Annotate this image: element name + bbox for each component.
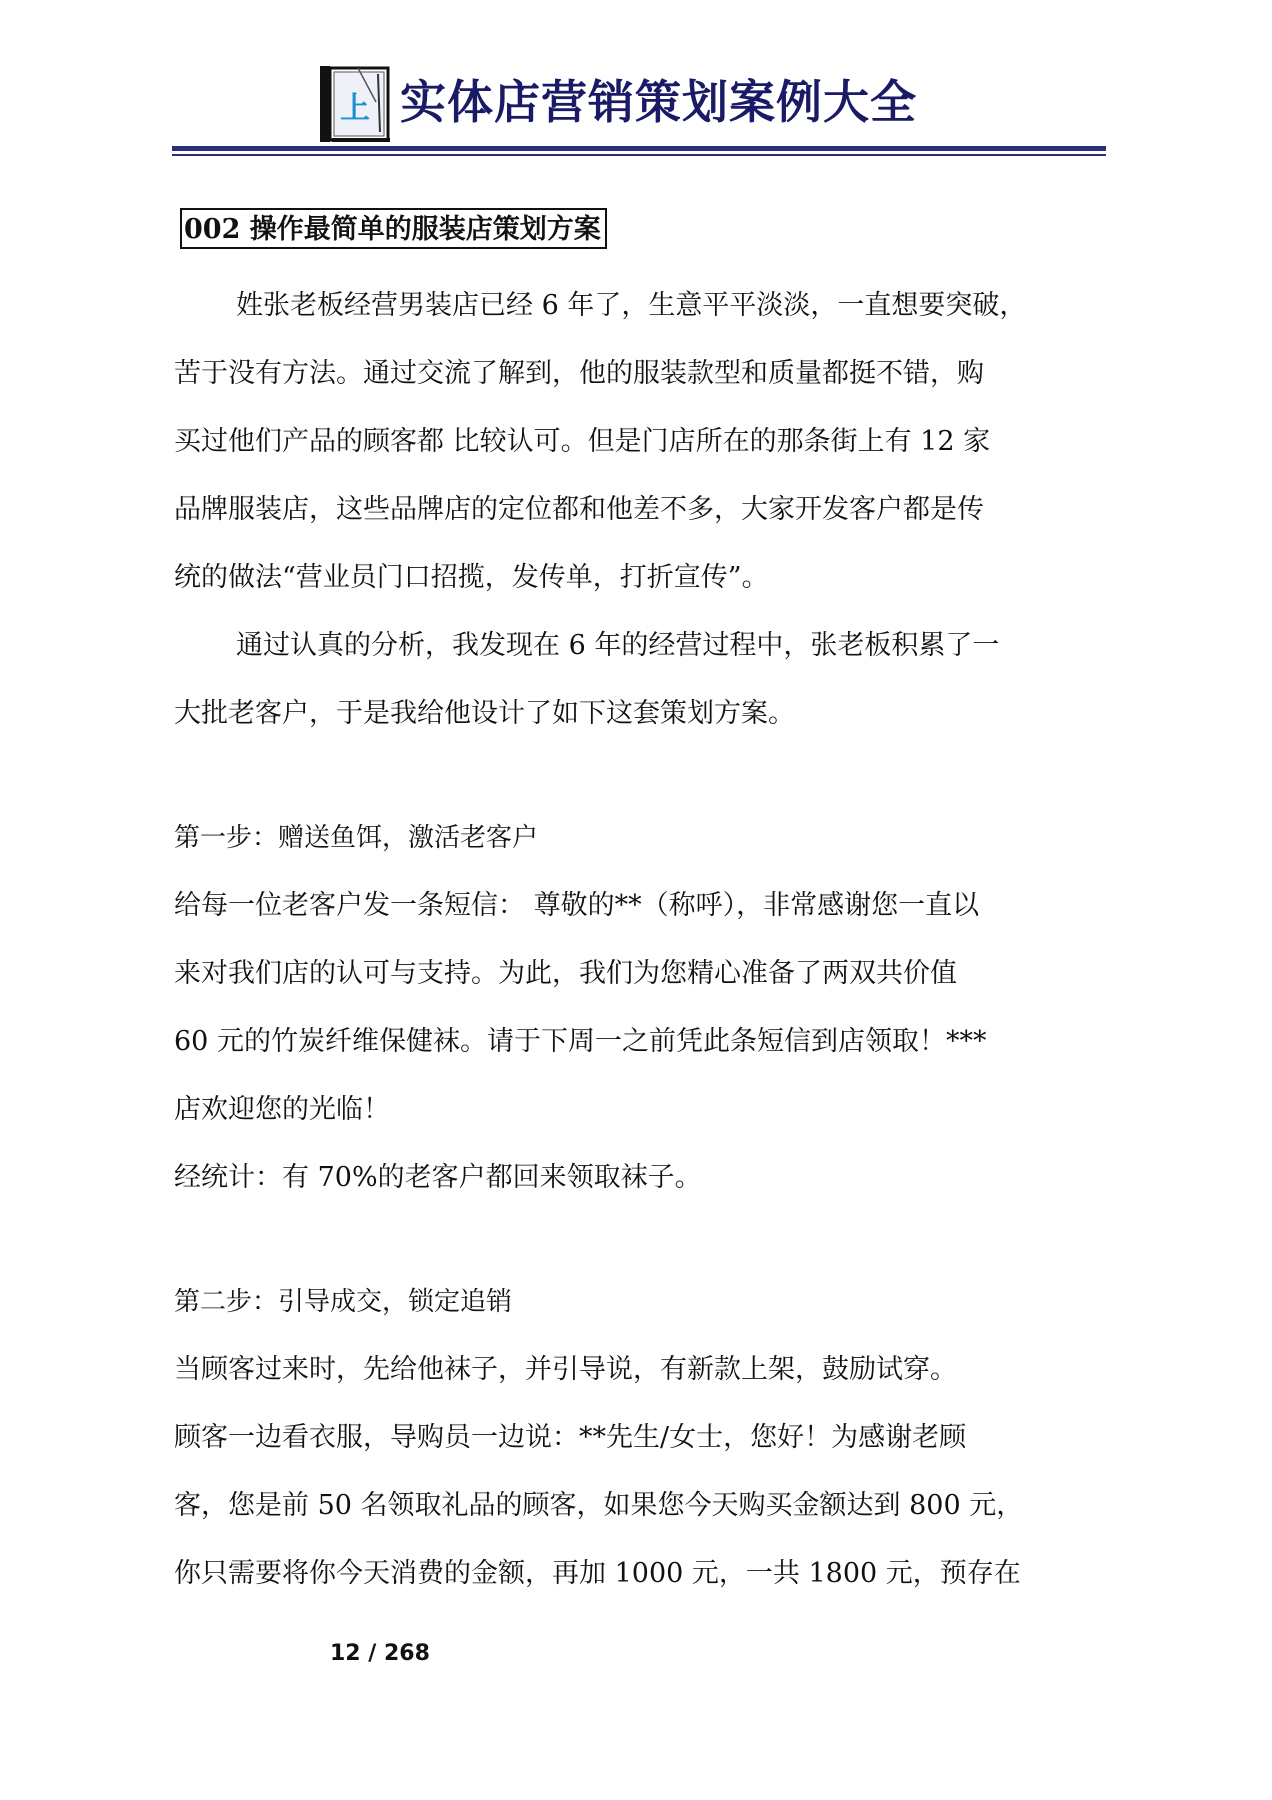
step1-line: 店欢迎您的光临！: [174, 1094, 390, 1125]
step2-line: 当顾客过来时，先给他袜子，并引导说，有新款上架，鼓励试穿。: [174, 1354, 957, 1385]
intro-paragraph-2: [174, 612, 1104, 680]
intro-paragraph-2-cont: [174, 680, 1104, 748]
document-header-title: 实体店营销策划案例大全: [400, 75, 917, 129]
step1-line: 来对我们店的认可与支持。为此，我们为您精心准备了两双共价值: [174, 958, 957, 989]
intro-p1-line: 统的做法“营业员门口招揽，发传单，打折宣传”。: [174, 562, 769, 593]
page-header: [0, 0, 1272, 160]
step2-line: 你只需要将你今天消费的金额，再加 1000 元，一共 1800 元，预存在: [174, 1558, 1021, 1589]
step1-statistic: 经统计：有 70%的老客户都回来领取袜子。: [174, 1162, 702, 1193]
intro-paragraph-1: [174, 272, 1104, 340]
spacer: [174, 748, 1104, 804]
step2-line: 客，您是前 50 名领取礼品的顾客，如果您今天购买金额达到 800 元，: [174, 1490, 1024, 1521]
intro-paragraph-1-cont: [174, 544, 1104, 612]
intro-p2-line: 大批老客户，于是我给他设计了如下这套策划方案。: [174, 698, 795, 729]
intro-paragraph-1-cont: [174, 408, 1104, 476]
header-rule-thin: [172, 154, 1106, 156]
page-number: 12 / 268: [330, 1641, 430, 1666]
logo-glyph: 上: [340, 91, 370, 126]
intro-p1-line: 品牌服装店，这些品牌店的定位都和他差不多，大家开发客户都是传: [174, 494, 984, 525]
intro-paragraph-1-cont: [174, 340, 1104, 408]
step1-line: 60 元的竹炭纤维保健袜。请于下周一之前凭此条短信到店领取！***: [174, 1026, 987, 1057]
header-rule-thick: [172, 146, 1106, 151]
intro-p2-line: 通过认真的分析，我发现在 6 年的经营过程中，张老板积累了一: [236, 630, 1000, 661]
book-with-arrow-logo: [318, 62, 396, 146]
intro-p1-line: 姓张老板经营男装店已经 6 年了，生意平平淡淡，一直想要突破，: [236, 290, 1027, 321]
intro-p1-line: 苦于没有方法。通过交流了解到，他的服装款型和质量都挺不错，购: [174, 358, 984, 389]
step1-heading: 第一步：赠送鱼饵，激活老客户: [174, 823, 539, 853]
step1-line: 给每一位老客户发一条短信： 尊敬的**（称呼），非常感谢您一直以: [174, 890, 980, 921]
intro-paragraph-1-cont: [174, 476, 1104, 544]
document-body: [174, 272, 1104, 1608]
spacer: [174, 1212, 1104, 1268]
intro-p1-line: 买过他们产品的顾客都 比较认可。但是门店所在的那条街上有 12 家: [174, 426, 991, 457]
section-title: 002 操作最简单的服装店策划方案: [180, 208, 607, 249]
step2-line: 顾客一边看衣服，导购员一边说：**先生/女士，您好！为感谢老顾: [174, 1422, 967, 1453]
step2-heading: 第二步：引导成交，锁定追销: [174, 1287, 513, 1317]
